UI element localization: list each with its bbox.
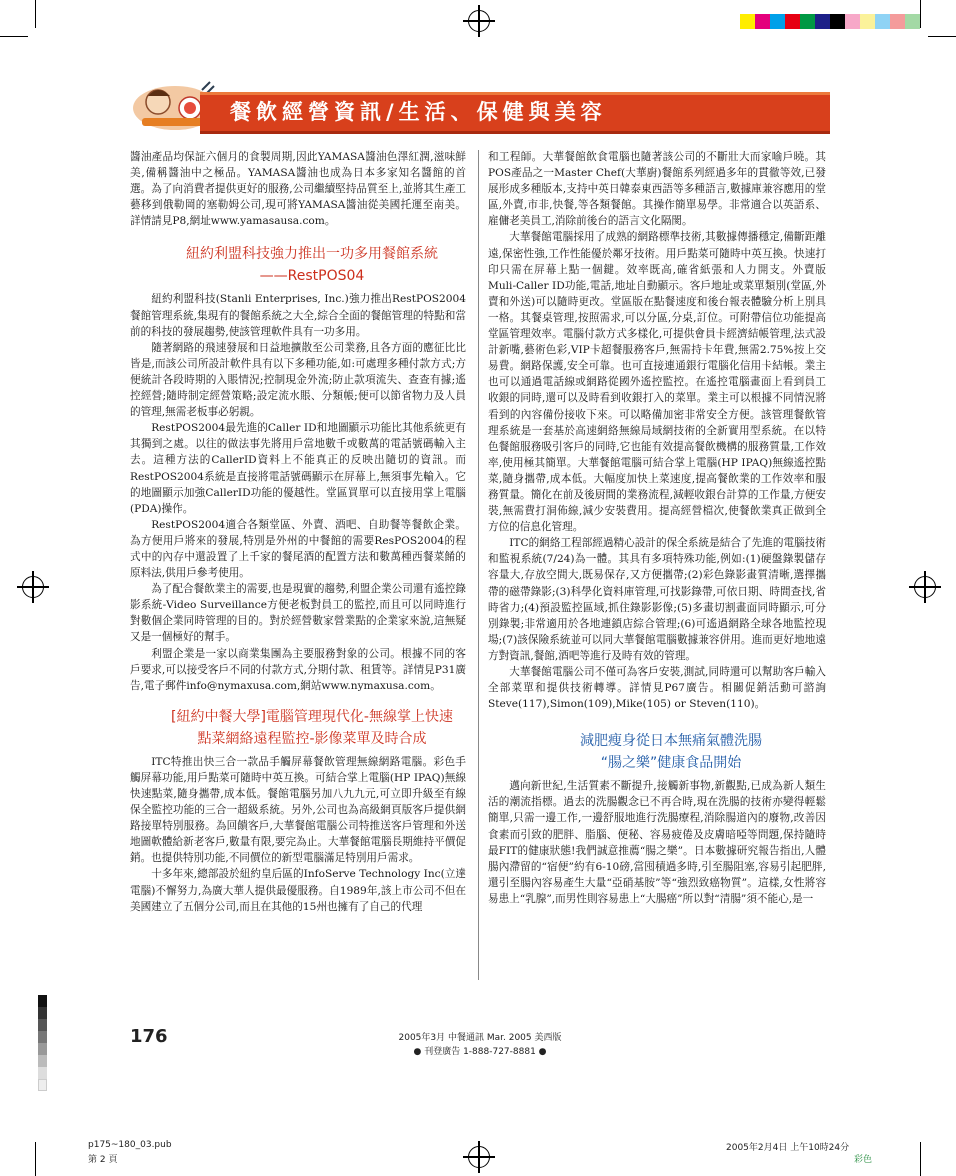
article1-paragraph: 紐約利盟科技(Stanli Enterprises, Inc.)強力推出RestPOS2004餐館管理系統,集現有的餐館系統之大全,綜合全面的餐館管理的特點和當前的科技的發展趨勢,使該管理軟件具有一功多用。 — [130, 293, 466, 338]
section-title: 餐飲經營資訊/生活、保健與美容 — [230, 100, 607, 124]
file-name: p175~180_03.pub — [88, 1140, 172, 1150]
crop-mark — [920, 1142, 921, 1176]
article1-subheading: ——RestPOS04 — [259, 268, 365, 285]
article1-heading: 紐約利盟科技強力推出一功多用餐館系統 — [186, 246, 438, 263]
registration-mark — [22, 576, 44, 598]
article2-heading: [紐約中餐大學]電腦管理現代化-無線掌上快速 — [171, 708, 453, 725]
continuation-paragraph: 和工程師。大華餐館飲食電腦也隨著該公司的不斷壯大而家喻戶曉。其POS產品之一Master Chef(大華廚)餐館系列經過多年的貫徹等效,已發展形成多種版本,支持中英日韓泰東西語等多種語言,數據庫兼容應用的堂區,外賣,市非,快餐,等各類餐館。其操作簡單易學。非常適合以英語系、雇傭老美員工,消除前後台的語言文化隔閡。 — [488, 151, 826, 228]
article2-subheading: 點菜網絡遠程監控-影像菜單及時合成 — [197, 730, 427, 747]
registration-mark — [468, 1146, 490, 1168]
ad-hotline — [380, 1044, 580, 1057]
article1-paragraph: RestPOS2004適合各類堂區、外賣、酒吧、自助餐等餐飲企業。為方便用戶將來的發展,特別是外州的中餐館的需要ResPOS2004的程式中的內存中還設置了上千家的餐尾酒的配置方法和數萬種西餐菜餚的原料法,供用戶參考使用。 — [130, 518, 466, 580]
file-page: 第 2 頁 — [88, 1155, 118, 1165]
continuation-paragraph: 大華餐館電腦採用了成熟的網路標準技術,其數據傳播穩定,備斷距離遠,保密性強,工作性能優於鄰牙技術。用戶點菜可隨時中英互換。快速打印只需在屏幕上點一個鍵。效率既高,確省紙張和人力開支。外賣版Muli-Caller ID功能,電話,地址自動顯示。客戶地址或菜單類別(堂區,外賣和外送)可以隨時更改。堂區版在點餐速度和後台報表體驗分析上別具一格。其餐桌管理,按照需求,可以分區,分桌,訂位。可附帶信位功能提高堂區管理效率。電腦付款方式多樣化,可提供會員卡經濟結帳管理,法式設計新嘴,藝術色彩,VIP卡超餐服務客戶,無需持卡年費,無需2.75%按上交易費。網路保護,安全可靠。也可直接連通銀行電腦化信用卡結帳。業主也可以通過電話線或網路從國外遙控監控。在遙控電腦畫面上看到員工收銀的同時,還可以及時看到收銀打入的菜單。業主可以根據不同情況將看到的內容備份接收下來。可以略備加密非常安全方便。該管理餐飲管理系統是一套基於高速網絡無線局域網技術的全新實用型系統。在以特色餐館服務吸引客戶的同時,它也能有效提高餐飲機構的服務質量,工作效率,使用極其簡單。大華餐館電腦可結合掌上電腦(HP IPAQ)無線遙控點菜,隨身攜帶,成本低。大幅度加快上菜速度,提高餐飲業的工作效率和服務質量。簡化在前及後厨間的業務流程,減輕收銀台計算的工作量,方便安裝,無需費打洞佈線,減少安裝費用。提高經營檔次,使餐飲業真正做到全方位的信息化管理。 — [488, 231, 826, 534]
article2-paragraph: ITC特推出快三合一款品手觸屏幕餐飲管理無線網路電腦。彩色手觸屏幕功能,用戶點菜可隨時中英互換。可結合掌上電腦(HP IPAQ)無線快速點菜,隨身攜帶,成本低。餐館電腦另加八九九元,可立即升級至有線保全監控功能的三合一超級系統。另外,公司也為高級網頁版客戶提供網路接單特別服務。為回饋客戶,大華餐館電腦公司特推送客戶管理和外送地圖軟體給新老客戶,數量有限,要完為止。大華餐館電腦長期維持平價促銷。也提供特別功能,不同價位的新型電腦滿足特別用戶需求。 — [130, 755, 466, 865]
article1-paragraph: 為了配合餐飲業主的需要,也是現實的趨勢,利盟企業公司還有遙控錄影系統-Video Surveillance方便老板對員工的監控,而且可以同時進行對數個企業同時管理的目的。對於經營數家營業點的企業家來說,這無疑又是一個極好的幫手。 — [130, 583, 466, 644]
registration-mark — [914, 576, 936, 598]
article3-heading: 減肥瘦身從日本無痛氣體洗腸 — [580, 733, 762, 750]
crop-mark — [920, 0, 921, 28]
crop-mark — [35, 1142, 36, 1176]
print-color-mark: 彩色 — [854, 1155, 873, 1165]
print-timestamp: 2005年2月4日 上午10時24分 — [726, 1143, 850, 1153]
article3-paragraph: 邁向新世紀,生活質素不斷提升,接觸新事物,新觀點,已成為新人類生活的潮流指標。過去的洗腸觀念已不再合時,現在洗腸的技術亦變得輕鬆簡單,只需一邊工作,一邊舒服地進行洗腸療程,消除腸道內的廢物,改善因食素而引致的肥胖、脂腦、便秘、容易疲倦及皮膚暗啞等問題,保持隨時最FIT的健康狀態!我們誠意推薦“腸之樂”。日本數據研究報告指出,人體腸內滯留的“宿便”約有6-10磅,當囤積過多時,引至腸阻塞,容易引起肥胖,還引至腸內容易產生大量“亞硝基胺”等“強烈致癌物質”。這樣,女性將容易患上“乳腺”,而男性則容易患上“大腸癌”所以對“清腸”須不能心,是一 — [488, 780, 826, 905]
article3-subheading: “腸之樂”健康食品開始 — [600, 755, 742, 772]
article1-paragraph: RestPOS2004最先進的Caller ID和地圖顯示功能比其他系統更有其獨到之處。以往的做法事先將用戶當地數千或數萬的電話號碼輸入主去。這種方法的CallerID資料上不能真正的反映出隨切的資訊。而RestPOS2004系統是直接將電話號碼顯示在屏幕上,無須事先輸入。它的地圖顯示加強CallerID功能的優越性。堂區買單可以直接用掌上電腦(PDA)操作。 — [130, 422, 466, 515]
article2-paragraph: 十多年來,總部設於紐約皇后區的InfoServe Technology Inc(立達電腦)不懈努力,為廣大華人提供最優服務。自1989年,該上市公司不但在美國建立了五個分公司,而且在其他的15州也擁有了自己的代理 — [130, 868, 466, 913]
intro-paragraph: 醬油產品均保証六個月的食製周期,因此YAMASA醬油色澤紅潤,滋味鮮美,備稱醬油中之極品。YAMASA醬油也成為日本多家知名醬館的首選。為了向消費者提供更好的服務,公司繼續堅持品質至上,並將其生產工藝移到俄勒岡的塞勒姆公司,現可將YAMASA醬油從美國托運至南美。詳情請見P8,網址www.yamasausa.com。 — [130, 151, 466, 228]
article1-paragraph: 隨著網路的飛速發展和日益地擴散至公司業務,且各方面的應征比比皆是,而該公司所設計軟件具有以下多種功能,如:可處理多種付款方式;方便統計各段時期的入賬情況;控制現金外流;防止款項流失、查查有據;遙控經營;隨時制定經營策略;設定流水賬、分類帳;便可以節省物力及人員的管理,無需老板事必躬親。 — [130, 341, 466, 419]
issue-line: 2005年3月 中餐通訊 Mar. 2005 美西版 — [398, 1033, 562, 1043]
crop-mark — [928, 36, 956, 37]
crop-mark — [35, 0, 36, 28]
continuation-paragraph: 大華餐館電腦公司不僅可為客戶安裝,測試,同時還可以幫助客戶輸入全部菜單和提供技術轉導。詳情見P67廣告。相關促銷活動可諮詢Steve(117),Simon(109),Mike(105) or Steven(110)。 — [488, 666, 826, 711]
crop-mark — [0, 36, 28, 37]
page-number: 176 — [130, 1026, 168, 1047]
bullet-icon: ● — [535, 1047, 547, 1057]
column-divider — [478, 150, 479, 980]
bullet-icon: ● — [413, 1047, 425, 1057]
hotline-text: 刊登廣告 1-888-727-8881 — [424, 1047, 536, 1057]
registration-mark — [468, 10, 490, 32]
article1-paragraph: 利盟企業是一家以商業集團為主要服務對象的公司。根據不同的客戶要求,可以接受客戶不同的付款方式,分期付款、租賃等。詳情見P31廣告,電子郵件info@nymaxusa.com,網站www.nymaxusa.com。 — [130, 647, 466, 692]
continuation-paragraph: ITC的網絡工程部經過精心設計的保全系統是結合了先進的電腦技術和監視系統(7/24)為一體。其具有多項特殊功能,例如:(1)硬盤錄製儲存容量大,存放空間大,既易保存,又方便攜帶;(2)彩色錄影畫質清晰,選擇攜帶的磁帶錄影;(3)科學化資料庫管理,可找影錄帶,可依日期、時間查找,省時省力;(4)預設監控區域,抓住錄影影像;(5)多畫切割畫面同時顯示,可分別錄製;非常適用於各地連鎖店綜合管理;(6)可遙過網路全球各地監控現場;(7)該保險系統並可以同大華餐館電腦數據兼容併用。進而更好地地遠方對資訊,餐館,酒吧等進行及時有效的管理。 — [488, 537, 826, 662]
left-column — [130, 149, 466, 915]
right-column — [488, 149, 826, 907]
